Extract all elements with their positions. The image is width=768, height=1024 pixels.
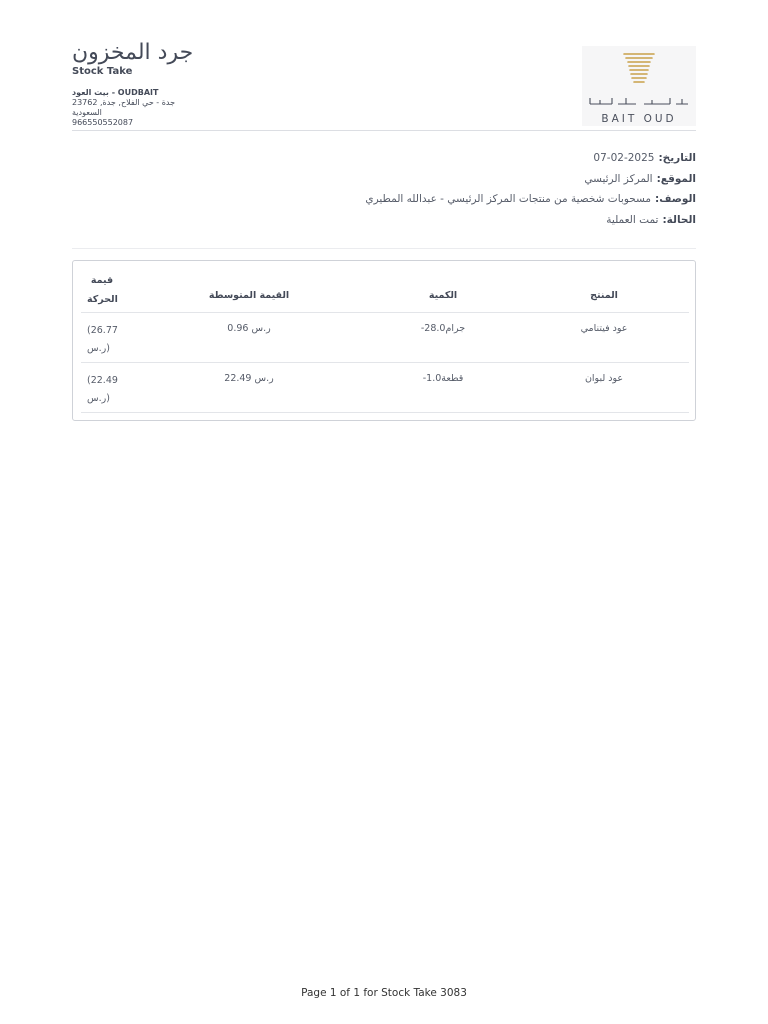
company-address-line2: السعودية [72,108,102,117]
header-quantity: الكمية [428,290,458,301]
meta-location [365,171,696,192]
row1-avg-value: 0.96 ر.س [227,323,271,334]
meta-description-value: مسحوبات شخصية من منتجات المركز الرئيسي - عبدالله المطيري [365,193,652,205]
header-row-divider [81,312,689,313]
stock-table [72,260,696,421]
bait-oud-logo [582,46,696,126]
row2-product: عود لبوان [584,373,624,384]
meta-location-value: المركز الرئيسي [584,172,653,185]
header-divider [72,130,696,131]
company-phone: 966550552087 [72,118,134,127]
company-address-line1: جدة - حي الفلاح, جدة, 23762 [72,98,176,107]
meta-divider [72,248,696,249]
row1-movement-line1: (26.77 [87,325,118,336]
header-avg-value: القيمة المتوسطة [208,290,290,301]
meta-description [365,191,696,212]
meta-date [365,150,696,171]
row1-product: عود فيتنامي [580,323,628,334]
meta-date-value: 2025-02-07 [593,152,655,164]
company-name: بيت العود - OUDBAIT [72,88,159,97]
row2-movement-value [87,372,118,408]
logo-text-en: BAIT OUD [601,113,677,125]
table-bottom-divider [81,412,689,413]
page-title-en: Stock Take [72,66,133,77]
row1-quantity: -28.0جرام [420,323,466,334]
row1-movement-line2: ر.س) [87,343,110,354]
header-movement-value [87,271,117,309]
row1-movement-value [87,322,118,358]
row2-quantity: -1.0قطعة [422,373,464,384]
header-movement-value-line2: الحركة [87,294,118,305]
header-product: المنتج [590,290,618,301]
row-divider [81,362,689,363]
meta-status [365,212,696,233]
page-title-ar: جرد المخزون [72,40,194,65]
company-info [72,88,175,128]
meta-location-label: الموقع: [656,172,696,185]
meta-status-label: الحالة: [662,213,696,226]
row2-movement-line1: (22.49 [87,375,118,386]
meta-description-label: الوصف: [655,193,696,205]
row2-avg-value: 22.49 ر.س [224,373,274,384]
meta-status-value: تمت العملية [606,213,659,226]
row2-movement-line2: ر.س) [87,393,110,404]
bait-oud-logo-icon [582,46,696,126]
stock-take-meta [365,150,696,232]
meta-date-label: التاريخ: [658,152,696,164]
page-footer: Page 1 of 1 for Stock Take 3083 [301,987,467,999]
header-movement-value-line1: قيمة [90,275,114,286]
